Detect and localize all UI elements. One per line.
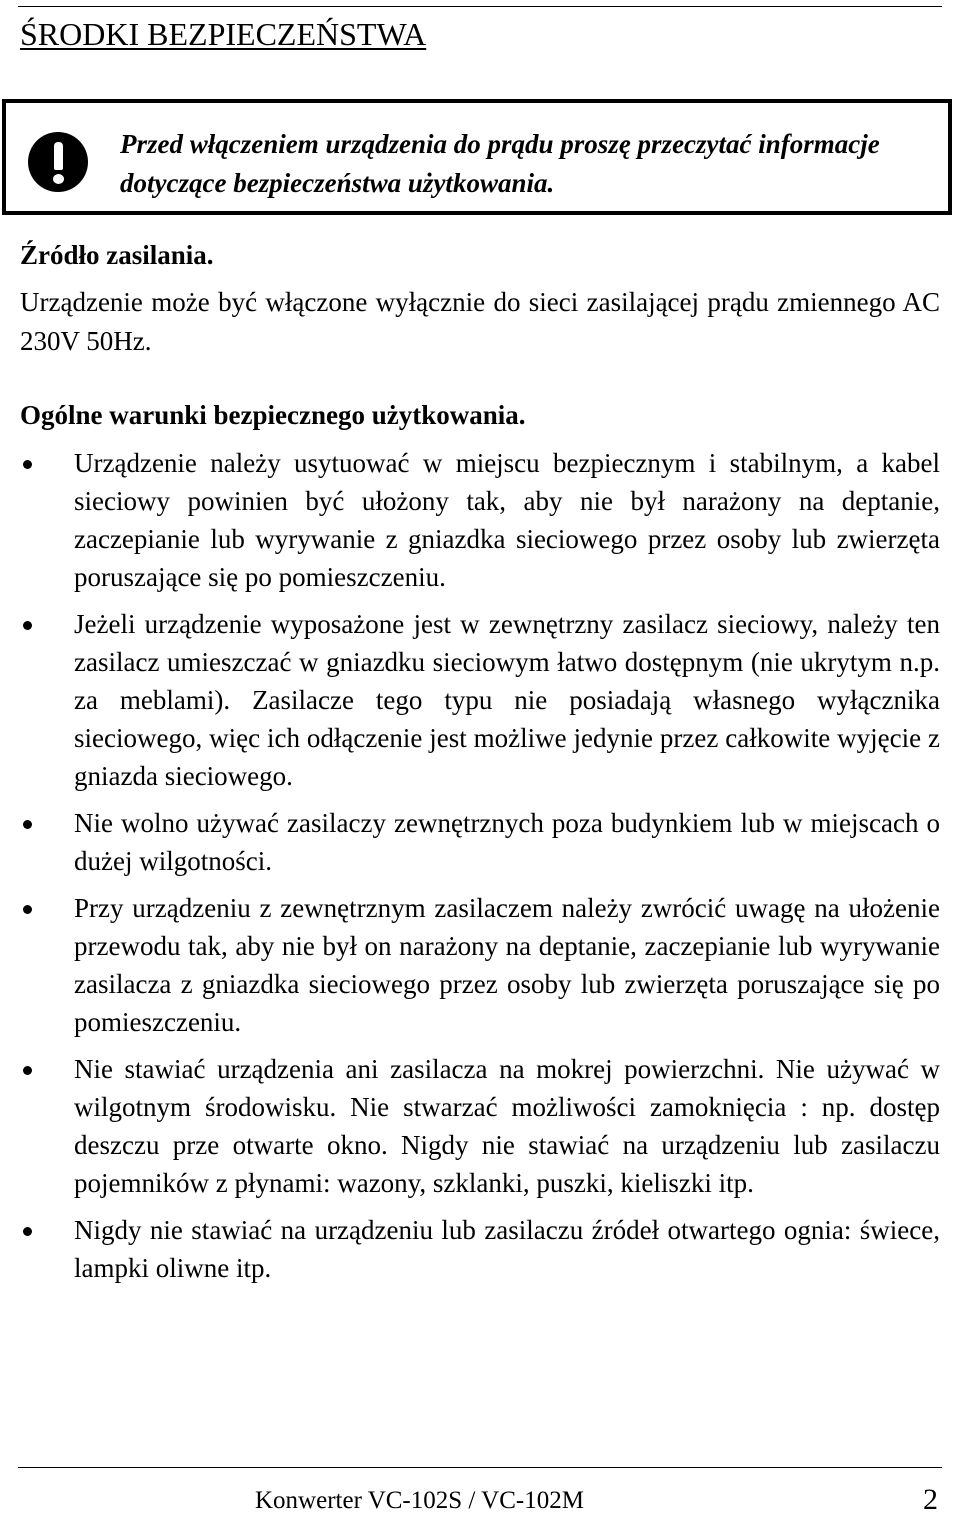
- safety-list: [0, 444, 960, 1296]
- top-rule: [18, 6, 942, 7]
- list-item-text: Nie stawiać urządzenia ani zasilacza na mokrej powierzchni. Nie używać w wilgotnym środowisku. Nie stwarzać możliwości zamoknięcia : np. dostęp deszczu prze otwarte okno. Nigdy nie stawiać na urządzeniu lub zasilaczu pojemników z płynami: wazony, szklanki, puszki, kieliszki itp.: [74, 1054, 940, 1198]
- list-item-text: Urządzenie należy usytuować w miejscu bezpiecznym i stabilnym, a kabel sieciowy powinien być ułożony tak, aby nie był narażony na deptanie, zaczepianie lub wyrywanie z gniazdka sieciowego przez osoby lub zwierzęta poruszające się po pomieszczeniu.: [74, 448, 940, 592]
- bullet-icon: [23, 905, 32, 914]
- list-item-text: Jeżeli urządzenie wyposażone jest w zewnętrzny zasilacz sieciowy, należy ten zasilacz umieszczać w gniazdku sieciowym łatwo dostępnym (nie ukrytym n.p. za meblami). Zasilacze tego typu nie posiadają własnego wyłącznika sieciowego, więc ich odłączenie jest możliwe jedynie przez całkowite wyjęcie z gniazda sieciowego.: [74, 609, 940, 791]
- bullet-icon: [23, 621, 32, 630]
- warning-text: Przed włączeniem urządzenia do prądu proszę przeczytać informacje dotyczące bezpieczeństwa użytkowania.: [120, 129, 880, 198]
- page-number: 2: [923, 1483, 938, 1516]
- exclamation-icon: [28, 132, 88, 192]
- list-item: [0, 1050, 960, 1202]
- list-item-text: Przy urządzeniu z zewnętrznym zasilaczem należy zwrócić uwagę na ułożenie przewodu tak, aby nie był on narażony na deptanie, zaczepianie lub wyrywanie zasilacza z gniazdka sieciowego przez osoby lub zwierzęta poruszające się po pomieszczeniu.: [74, 893, 940, 1037]
- power-supply-heading: Źródło zasilania.: [20, 240, 214, 270]
- general-safety-heading: Ogólne warunki bezpiecznego użytkowania.: [20, 400, 526, 430]
- footer-rule: [18, 1467, 942, 1468]
- list-item: [0, 605, 960, 795]
- warning-box: [2, 99, 952, 215]
- list-item: [0, 1211, 960, 1287]
- list-item: [0, 444, 960, 596]
- power-supply-text: Urządzenie może być włączone wyłącznie do sieci zasilającej prądu zmiennego AC 230V 50Hz.: [20, 287, 940, 356]
- list-item: [0, 804, 960, 880]
- bullet-icon: [23, 1066, 32, 1075]
- bullet-icon: [23, 460, 32, 469]
- footer-product-name: Konwerter VC-102S / VC-102M: [255, 1487, 584, 1514]
- bullet-icon: [23, 1227, 32, 1236]
- list-item-text: Nigdy nie stawiać na urządzeniu lub zasilaczu źródeł otwartego ognia: świece, lampki oliwne itp.: [74, 1215, 940, 1283]
- bullet-icon: [23, 820, 32, 829]
- section-title: ŚRODKI BEZPIECZEŃSTWA: [20, 16, 427, 52]
- list-item: [0, 889, 960, 1041]
- list-item-text: Nie wolno używać zasilaczy zewnętrznych poza budynkiem lub w miejscach o dużej wilgotności.: [74, 808, 940, 876]
